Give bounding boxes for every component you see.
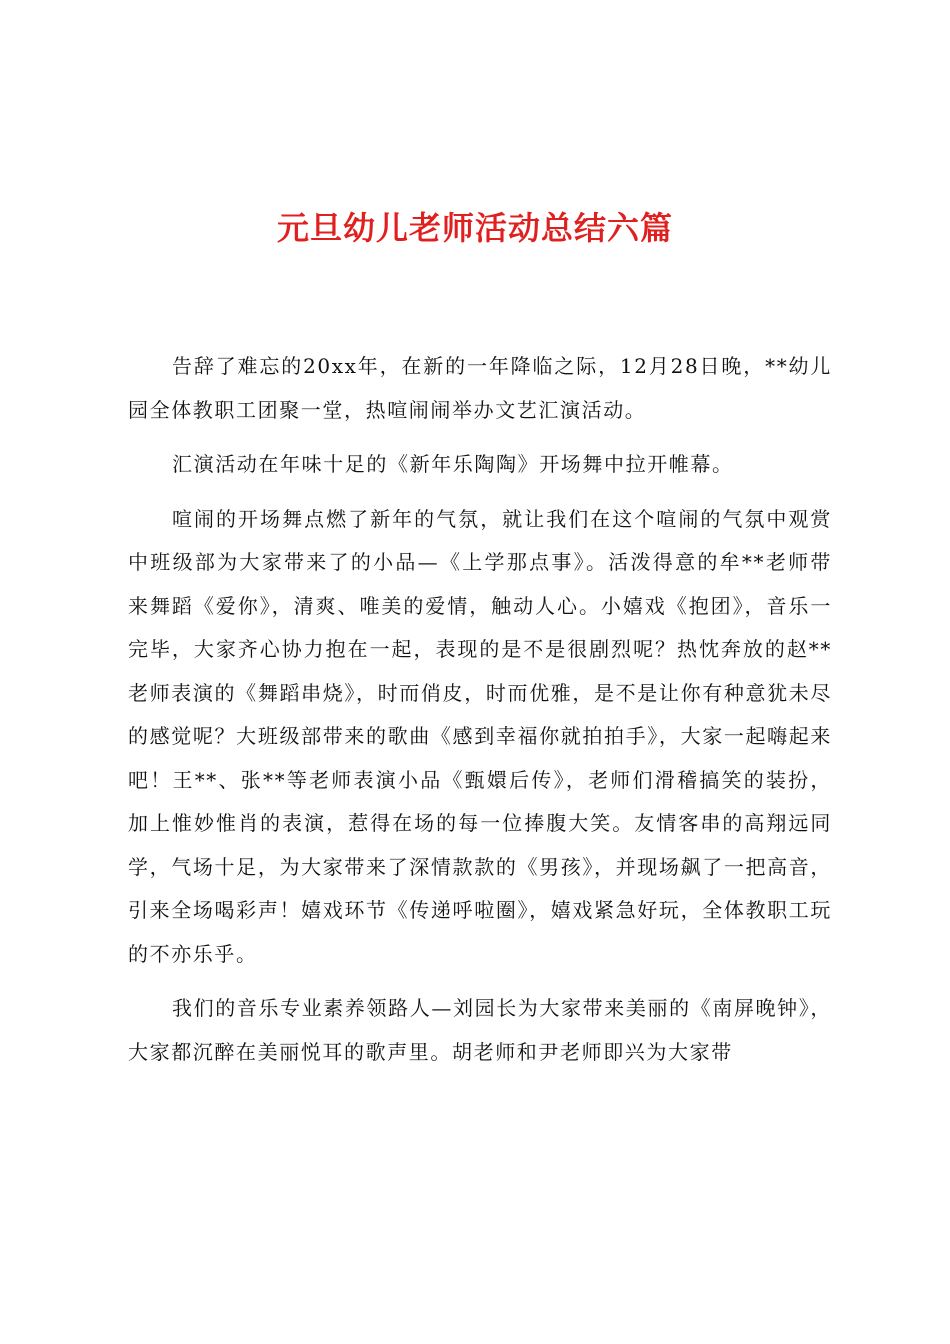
- document-title: 元旦幼儿老师活动总结六篇: [276, 209, 673, 247]
- paragraph-4: 我们的音乐专业素养领路人—刘园长为大家带来美丽的《南屏晚钟》，大家都沉醉在美丽悦耳的歌声里。胡老师和尹老师即兴为大家带: [128, 996, 832, 1064]
- paragraph-3: 喧闹的开场舞点燃了新年的气氛，就让我们在这个喧闹的气氛中观赏中班级部为大家带来了的小品—《上学那点事》。活泼得意的牟**老师带来舞蹈《爱你》，清爽、唯美的爱情，触动人心。小嬉戏《抱团》，音乐一完毕，大家齐心协力抱在一起，表现的是不是很剧烈呢？热忱奔放的赵**老师表演的《舞蹈串烧》，时而俏皮，时而优雅，是不是让你有种意犹未尽的感觉呢？大班级部带来的歌曲《感到幸福你就拍拍手》，大家一起嗨起来吧！王**、张**等老师表演小品《甄嬛后传》，老师们滑稽搞笑的装扮，加上惟妙惟肖的表演，惹得在场的每一位捧腹大笑。友情客串的高翔远同学，气场十足，为大家带来了深情款款的《男孩》，并现场飙了一把高音，引来全场喝彩声！嬉戏环节《传递呼啦圈》，嬉戏紧急好玩，全体教职工玩的不亦乐乎。: [128, 506, 832, 966]
- document-body: [128, 345, 832, 1085]
- paragraph-1: 告辞了难忘的20xx年，在新的一年降临之际，12月28日晚，**幼儿园全体教职工团聚一堂，热喧闹闹举办文艺汇演活动。: [128, 354, 832, 422]
- paragraph-2: 汇演活动在年味十足的《新年乐陶陶》开场舞中拉开帷幕。: [172, 452, 734, 476]
